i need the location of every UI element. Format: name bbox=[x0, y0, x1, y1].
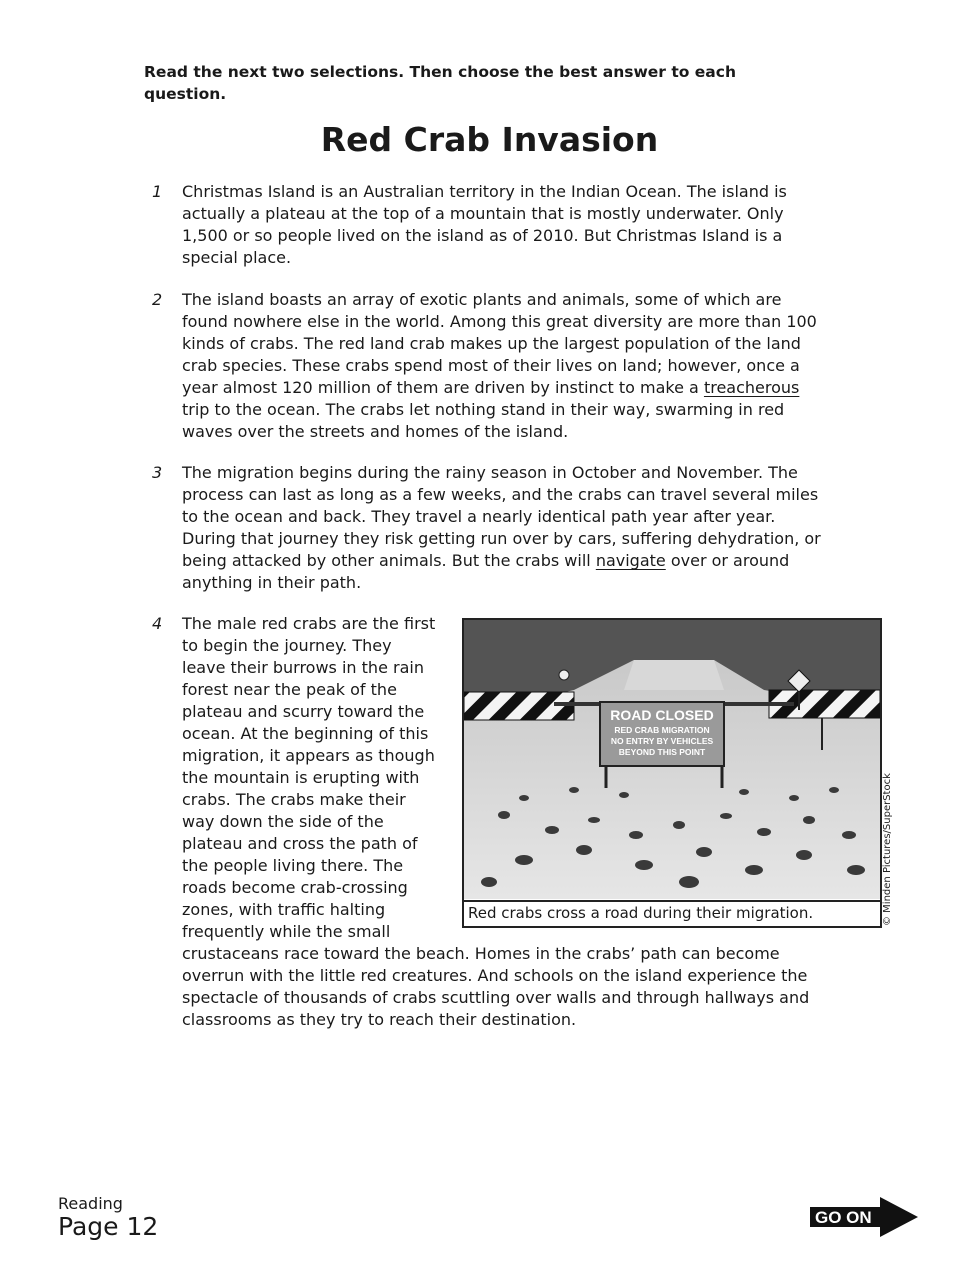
paragraph-number: 4 bbox=[152, 614, 163, 633]
instructions-line: question. bbox=[144, 85, 227, 103]
paragraph-number: 1 bbox=[152, 182, 163, 201]
text-line: to begin the journey. They bbox=[182, 636, 392, 655]
text-line: leave their burrows in the rain bbox=[182, 658, 424, 677]
text-line: The island boasts an array of exotic plants and animals, some of which are bbox=[182, 290, 782, 309]
text-line: trip to the ocean. The crabs let nothing stand in their way, swarming in red bbox=[182, 400, 785, 419]
text-line: waves over the streets and homes of the island. bbox=[182, 422, 569, 441]
sign-line: BEYOND THIS POINT bbox=[618, 747, 706, 757]
text-line: way down the side of the bbox=[182, 812, 384, 831]
text-line: crustaceans race toward the beach. Homes in the crabs’ path can become bbox=[182, 944, 780, 963]
vocabulary-word-navigate: navigate bbox=[595, 551, 666, 570]
instructions-line: Read the next two selections. Then choose the best answer to each bbox=[144, 63, 736, 81]
text-line: to the ocean and back. They travel a nearly identical path year after year. bbox=[182, 507, 776, 526]
footer-subject: Reading bbox=[58, 1194, 123, 1213]
text-line: kinds of crabs. The red land crab makes up the largest population of the land bbox=[182, 334, 801, 353]
sign-line: RED CRAB MIGRATION bbox=[614, 725, 710, 735]
text-line: classrooms as they try to reach their destination. bbox=[182, 1010, 577, 1029]
text-line: anything in their path. bbox=[182, 573, 362, 592]
text-line: forest near the peak of the bbox=[182, 680, 397, 699]
text-line: overrun with the little red creatures. And schools on the island experience the bbox=[182, 966, 808, 985]
text-line: plateau and cross the path of bbox=[182, 834, 418, 853]
text-line: The migration begins during the rainy season in October and November. The bbox=[182, 463, 798, 482]
text-line: migration, it appears as though bbox=[182, 746, 435, 765]
text-line: special place. bbox=[182, 248, 292, 267]
text-line: crabs. The crabs make their bbox=[182, 790, 406, 809]
text-line: crab species. These crabs spend most of their lives on land; however, once a bbox=[182, 356, 800, 375]
text-line: plateau and scurry toward the bbox=[182, 702, 425, 721]
crab-road-photo bbox=[464, 620, 880, 899]
go-on-label: GO ON bbox=[815, 1208, 872, 1227]
photo-credit: © Minden Pictures/SuperStock bbox=[882, 773, 893, 926]
text-line: The male red crabs are the first bbox=[182, 614, 436, 633]
paragraph-number: 3 bbox=[152, 463, 163, 482]
text-segment: being attacked by other animals. But the crabs will bbox=[182, 551, 596, 570]
page-number: Page 12 bbox=[58, 1212, 159, 1241]
instructions bbox=[144, 61, 784, 105]
paragraph-3 bbox=[182, 462, 821, 594]
text-line: found nowhere else in the world. Among this great diversity are more than 100 bbox=[182, 312, 817, 331]
paragraph-number: 2 bbox=[152, 290, 163, 309]
text-line: process can last as long as a few weeks, and the crabs can travel several miles bbox=[182, 485, 819, 504]
paragraph-1 bbox=[182, 181, 787, 269]
text-line: Christmas Island is an Australian territory in the Indian Ocean. The island is bbox=[182, 182, 787, 201]
text-line: 1,500 or so people lived on the island as of 2010. But Christmas Island is a bbox=[182, 226, 783, 245]
selection-title: Red Crab Invasion bbox=[320, 120, 659, 159]
sign-line: NO ENTRY BY VEHICLES bbox=[610, 736, 714, 746]
text-segment: year almost 120 million of them are driven by instinct to make a bbox=[182, 378, 704, 397]
photo-figure bbox=[462, 618, 882, 928]
vocabulary-word-treacherous: treacherous bbox=[703, 378, 800, 397]
text-line bbox=[182, 550, 821, 572]
text-segment: over or around bbox=[665, 551, 790, 570]
text-line: actually a plateau at the top of a mountain that is mostly underwater. Only bbox=[182, 204, 784, 223]
text-line: zones, with traffic halting bbox=[182, 900, 386, 919]
text-line: frequently while the small bbox=[182, 922, 391, 941]
text-line: roads become crab-crossing bbox=[182, 878, 408, 897]
text-line: the people living there. The bbox=[182, 856, 404, 875]
text-line: During that journey they risk getting run over by cars, suffering dehydration, or bbox=[182, 529, 821, 548]
paragraph-2 bbox=[182, 289, 817, 443]
photo-caption: Red crabs cross a road during their migration. bbox=[464, 900, 880, 926]
text-line: the mountain is erupting with bbox=[182, 768, 420, 787]
text-line bbox=[182, 377, 817, 399]
text-line: spectacle of thousands of crabs scuttling over walls and through hallways and bbox=[182, 988, 810, 1007]
text-line: ocean. At the beginning of this bbox=[182, 724, 429, 743]
sign-title: ROAD CLOSED bbox=[610, 707, 714, 723]
